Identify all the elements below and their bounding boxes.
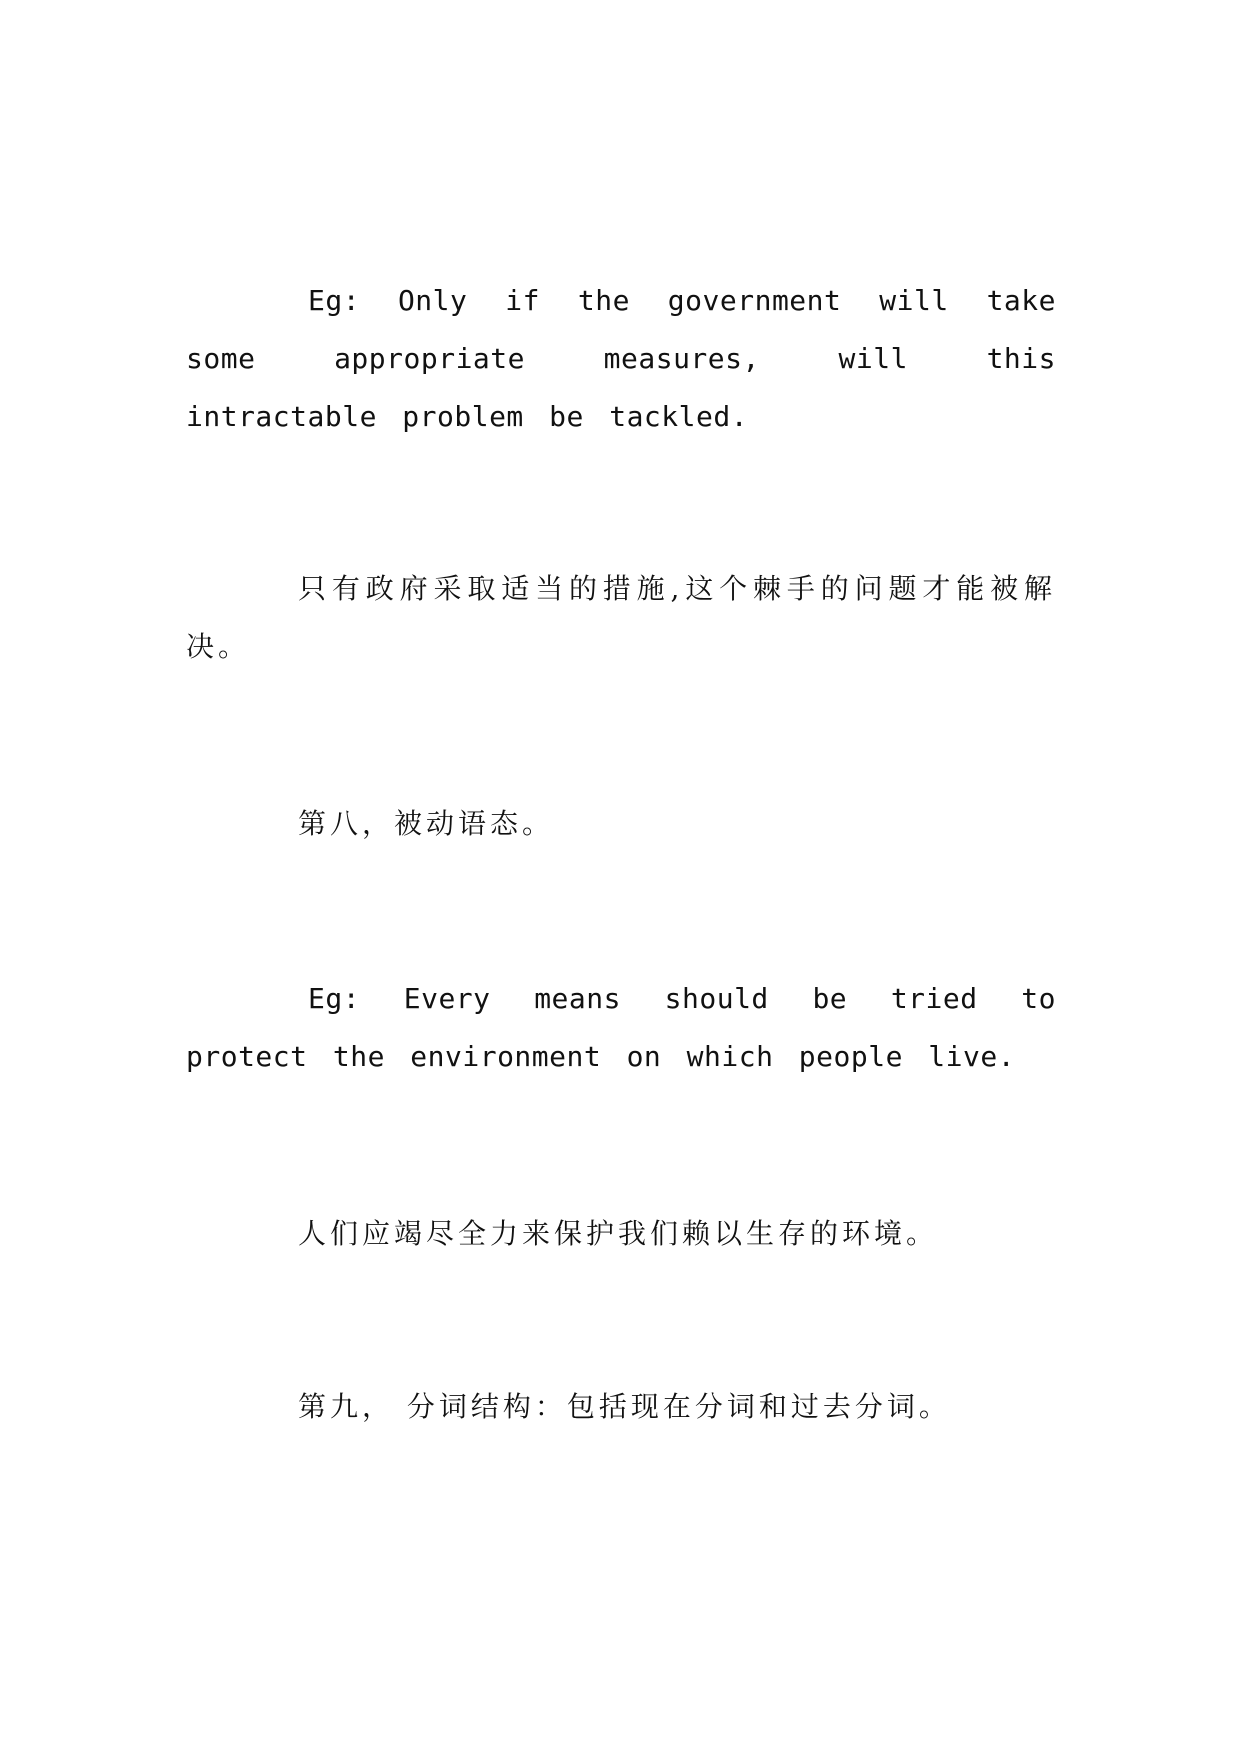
section-heading-participle: 第九， 分词结构：包括现在分词和过去分词。 (298, 1390, 951, 1423)
section-heading-passive-voice: 第八，被动语态。 (298, 807, 555, 840)
example-sentence-passive: Eg: Every means should be tried to protect the environment on which people live. (186, 982, 1056, 1073)
example-sentence-only-if: Eg: Only if the government will take some appropriate measures, will this intractable problem be tackled. (186, 284, 1056, 433)
translation-only-if: 只有政府采取适当的措施,这个棘手的问题才能被解决。 (186, 572, 1056, 663)
translation-passive: 人们应竭尽全力来保护我们赖以生存的环境。 (298, 1217, 939, 1250)
